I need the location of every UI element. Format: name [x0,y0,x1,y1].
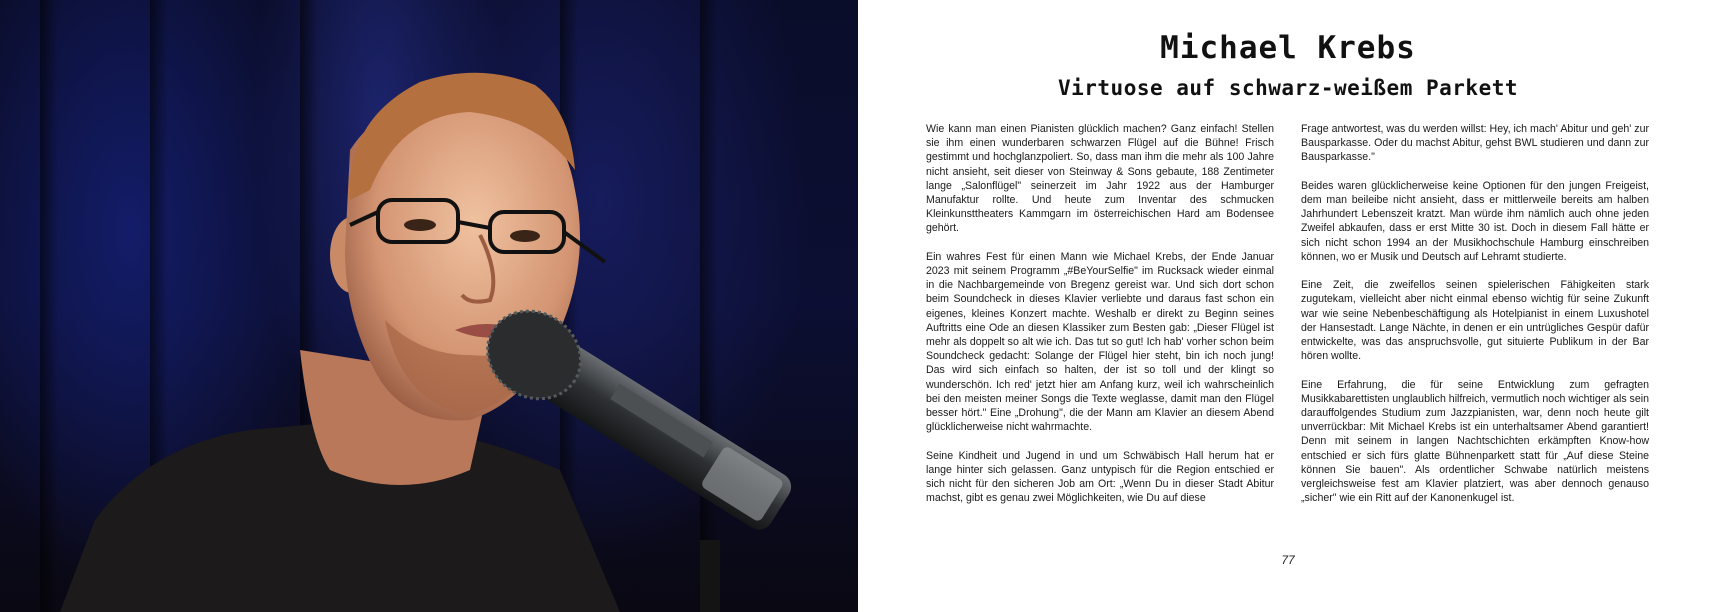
paragraph: Frage antwortest, was du werden willst: Hey, ich mach' Abitur und geh' zur Bausparkasse. Oder du machst Abitur, gehst BWL studieren und dann zur Bausparkasse." [1301,123,1649,164]
paragraph: Seine Kindheit und Jugend in und um Schwäbisch Hall herum hat er lange hinter sich gelassen. Ganz untypisch für die Region entschied er sich nicht für den sicheren Job am Ort: „Wenn Du in dieser Stadt Abitur machst, gibt es genau zwei Möglichkeiten, wie Du auf diese [926,449,1274,505]
paragraph: Beides waren glücklicherweise keine Optionen für den jungen Freigeist, dem man beileibe nicht ansieht, dass er mittlerweile bereits am halben Jahrhundert Lebenszeit kratzt. Man würde ihm nämlich auch ohne jeden Zweifel abkaufen, dass er erst Mitte 30 ist. Doch in diesem Fall hätte er sich nicht schon 1994 an der Musikhochschule Hamburg einschreiben können, wo er Musik und Deutsch auf Lehramt studierte. [1301,179,1649,263]
paragraph: Eine Erfahrung, die für seine Entwicklung zum gefragten Musikkabarettisten unglaublich hilfreich, vermutlich noch wichtiger als sein darauffolgendes Studium zum Jazzpianisten, war, denn noch heute gilt unverrückbar: Mit Michael Krebs ist ein unterhaltsamer Abend garantiert! Denn mit seinem in langen Nachtschichten erkämpften Know-how entschied er sich fürs glatte Bühnenparkett statt für „Auf diese Steine können Sie bauen". Als ordentlicher Schwabe natürlich meistens vergleichsweise fest am Klavier platziert, was aber dennoch genauso „sicher" wie ein Ritt auf der Kanonenkugel ist. [1301,378,1649,505]
paragraph: Eine Zeit, die zweifellos seinen spielerischen Fähigkeiten stark zugutekam, vielleicht aber nicht einmal ebenso wichtig für seine Zukunft war wie seine Nebenbeschäftigung als Hotelpianist in einem Luxushotel der Hansestadt. Lange Nächte, in denen er ein untrügliches Gespür dafür entwickelte, was das anspruchsvolle, gut situierte Publikum in der Bar hören wollte. [1301,279,1649,363]
page-number: 77 [1281,553,1295,567]
mic-stand [700,540,720,612]
performer-illustration [0,0,858,612]
text-column-right [1301,122,1649,520]
paragraph: Ein wahres Fest für einen Mann wie Michael Krebs, der Ende Januar 2023 mit seinem Programm „#BeYourSelfie" im Rucksack wieder einmal in die Nachbargemeinde von Bregenz gereist war. Und sich dort schon beim Soundcheck in dieses Klavier verliebte und daraus fast schon ein eigenes, kleines Konzert machte. Weshalb er direkt zu Beginn seines Auftritts eine Ode an diesen Klassiker zum Besten gab: „Dieser Flügel ist mehr als doppelt so alt wie ich. Das tut so gut! Ich hab' vorher schon beim Soundcheck gedacht: Solange der Flügel hier steht, bin ich noch jung! Das wird sich einfach so halten, der ist so toll und der klingt so wunderschön. Ich red' jetzt hier am Anfang kurz, weil ich wahrscheinlich bei den meisten meiner Songs die Texte weglasse, damit man den Flügel besser hört." Eine „Drohung", die der Mann am Klavier an diesem Abend glücklicherweise nicht wahrmachte. [926,250,1274,434]
photo-page [0,0,858,612]
article-subtitle: Virtuose auf schwarz-weißem Parkett [1057,76,1518,100]
paragraph: Wie kann man einen Pianisten glücklich machen? Ganz einfach! Stellen sie ihm einen wunderbaren schwarzen Flügel auf die Bühne! Frisch gestimmt und hochglanzpoliert. So, dass man ihm die mehr als 100 Jahre nicht ansieht, seit dieser von Steinway & Sons gebaute, 188 Zentimeter lange „Salonflügel" seinerzeit im Jahr 1922 aus der Hamburger Manufaktur rollte. Und heute zum Inventar des schmucken Kleinkunsttheaters Kammgarn im österreichischen Hard am Bodensee gehört. [926,123,1274,235]
article-title: Michael Krebs [1160,30,1416,66]
text-column-left [926,122,1274,520]
text-page [858,0,1718,612]
